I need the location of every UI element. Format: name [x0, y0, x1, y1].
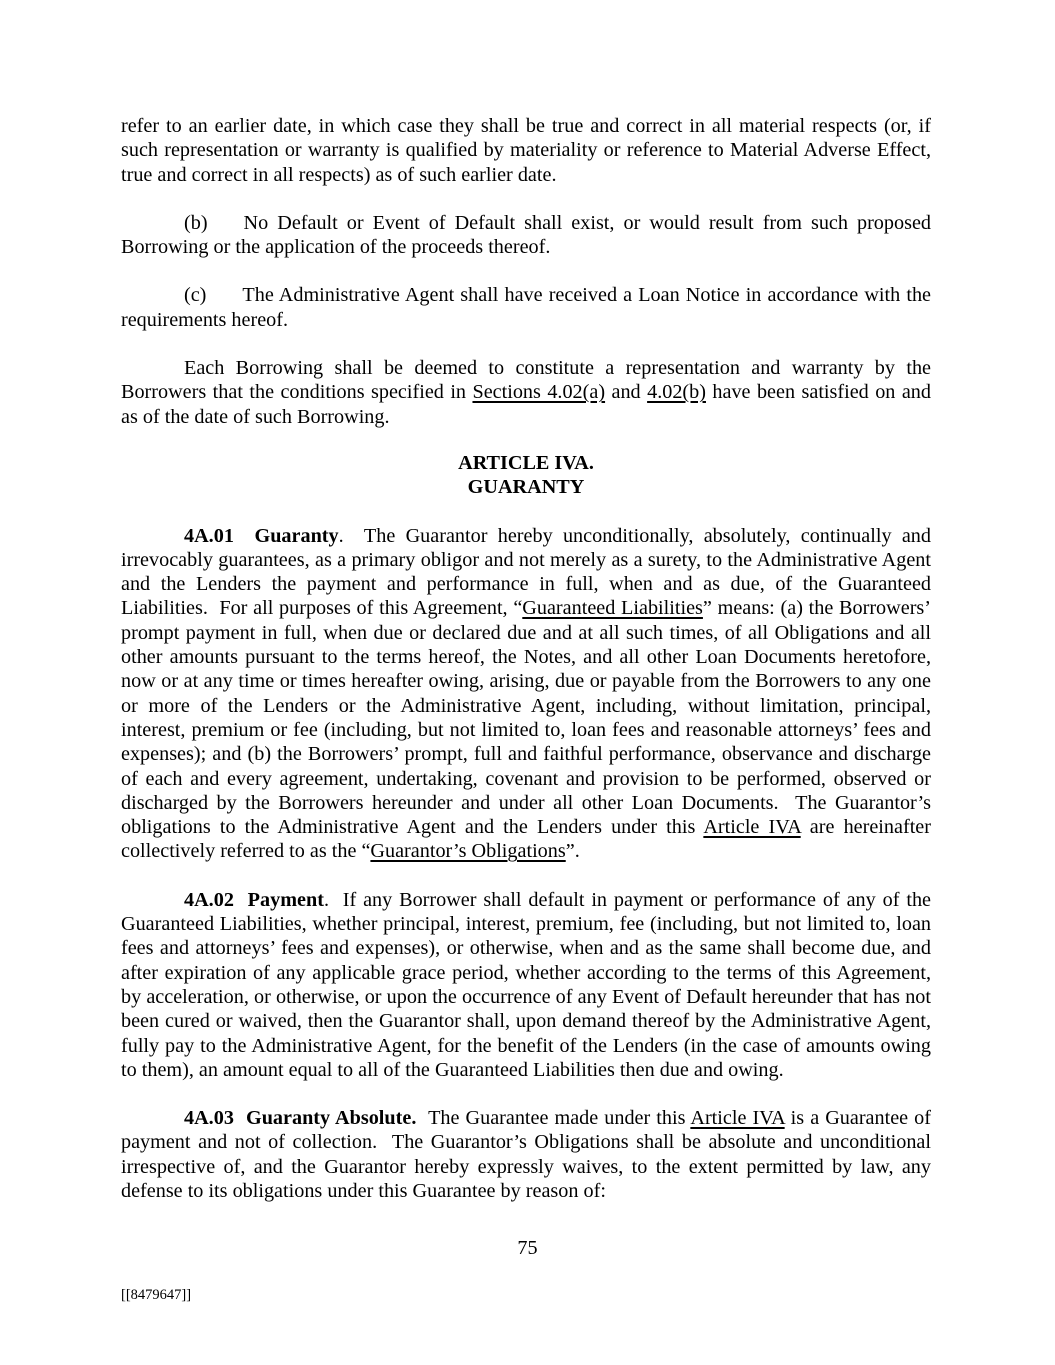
paragraph: [121, 283, 931, 332]
text-run: are hereinafter collectively referred to as the “: [121, 816, 931, 863]
text-run: Sections 4.02(a): [472, 381, 606, 404]
document-id-footer: [[8479647]]: [121, 1287, 192, 1303]
text-run: and: [605, 381, 648, 404]
text-run: Article IVA: [690, 1107, 785, 1130]
text-run: 4A.01 Guaranty: [184, 524, 339, 547]
text-run: have been satisfied on and as of the date of such Borrowing.: [121, 381, 931, 428]
text-run: 4.02(b): [647, 381, 706, 404]
text-run: . If any Borrower shall default in payment or performance of any of the Guaranteed Liabilities, whether principal, interest, premium, fee (including, but not limited to, loan fees and attorneys’ fees and expenses), or otherwise, when and as the same shall become due, and after expiration of any applicable grace period, whether according to the terms of this Agreement, by acceleration, or otherwise, or upon the occurrence of any Event of Default hereunder that has not been cured or waived, then the Guarantor shall, upon demand thereof by the Administrative Agent, fully pay to the Administrative Agent, for the benefit of the Lenders (in the case of amounts owing to them), an amount equal to all of the Guaranteed Liabilities then due and owing.: [121, 888, 931, 1081]
article-heading-line: GUARANTY: [467, 476, 585, 499]
text-run: The Guarantee made under this: [416, 1107, 691, 1130]
text-run: The Administrative Agent shall have received a Loan Notice in accordance with the requirements hereof.: [121, 284, 931, 331]
text-run: Each Borrowing shall be deemed to constitute a representation and warranty by the Borrowers that the conditions specified in: [121, 357, 931, 404]
paragraph: [121, 114, 931, 187]
text-run: Guaranteed Liabilities: [522, 597, 703, 620]
text-run: No Default or Event of Default shall exist, or would result from such proposed Borrowing or the application of the proceeds thereof.: [121, 211, 931, 259]
text-run: Guarantor’s Obligations: [370, 840, 566, 863]
text-run: is a Guarantee of payment and not of collection. The Guarantor’s Obligations shall be absolute and unconditional irrespective of, and the Guarantor hereby expressly waives, to the extent permitted by law, any defense to its obligations under this Guarantee by reason of:: [121, 1107, 931, 1202]
paragraph: [121, 524, 931, 864]
text-run: (b): [184, 211, 208, 234]
article-heading-line: ARTICLE IVA.: [458, 451, 594, 474]
document-content: [121, 114, 931, 1203]
paragraph: [121, 356, 931, 429]
text-run: . The Guarantor hereby unconditionally, absolutely, continually and irrevocably guarantees, as a primary obligor and not merely as a surety, to the Administrative Agent and the Lenders the payment and performance in full, when and as due, of the Guaranteed Liabilities. For all purposes of this Agreement, “: [121, 524, 931, 620]
paragraph: [121, 1106, 931, 1203]
article-heading: [121, 451, 931, 500]
text-run: refer to an earlier date, in which case they shall be true and correct in all material respects (or, if such representation or warranty is qualified by materiality or reference to Material Adverse Effect, true and correct in all respects) as of such earlier date.: [121, 115, 931, 186]
text-run: (c): [184, 284, 207, 307]
text-run: ” means: (a) the Borrowers’ prompt payment in full, when due or declared due and at all such times, of all Obligations and all other amounts pursuant to the terms hereof, the Notes, and all other Loan Documents heretofore, now or at any time or times hereafter owing, arising, due or payable from the Borrowers to any one or more of the Lenders or the Administrative Agent, including, without limitation, principal, interest, premium or fee (including, but not limited to, loan fees and reasonable attorneys’ fees and expenses); and (b) the Borrowers’ prompt, full and faithful performance, observance and discharge of each and every agreement, undertaking, covenant and provision to be performed, observed or discharged by the Borrowers hereunder and under all other Loan Documents. The Guarantor’s obligations to the Administrative Agent and the Lenders under this: [121, 597, 931, 839]
text-run: Article IVA: [703, 816, 801, 839]
page-number: 75: [517, 1237, 538, 1259]
paragraph: [121, 888, 931, 1082]
text-run: ”.: [565, 840, 580, 863]
text-run: 4A.03 Guaranty Absolute.: [184, 1107, 417, 1130]
paragraph: [121, 211, 931, 260]
text-run: 4A.02 Payment: [184, 888, 324, 911]
